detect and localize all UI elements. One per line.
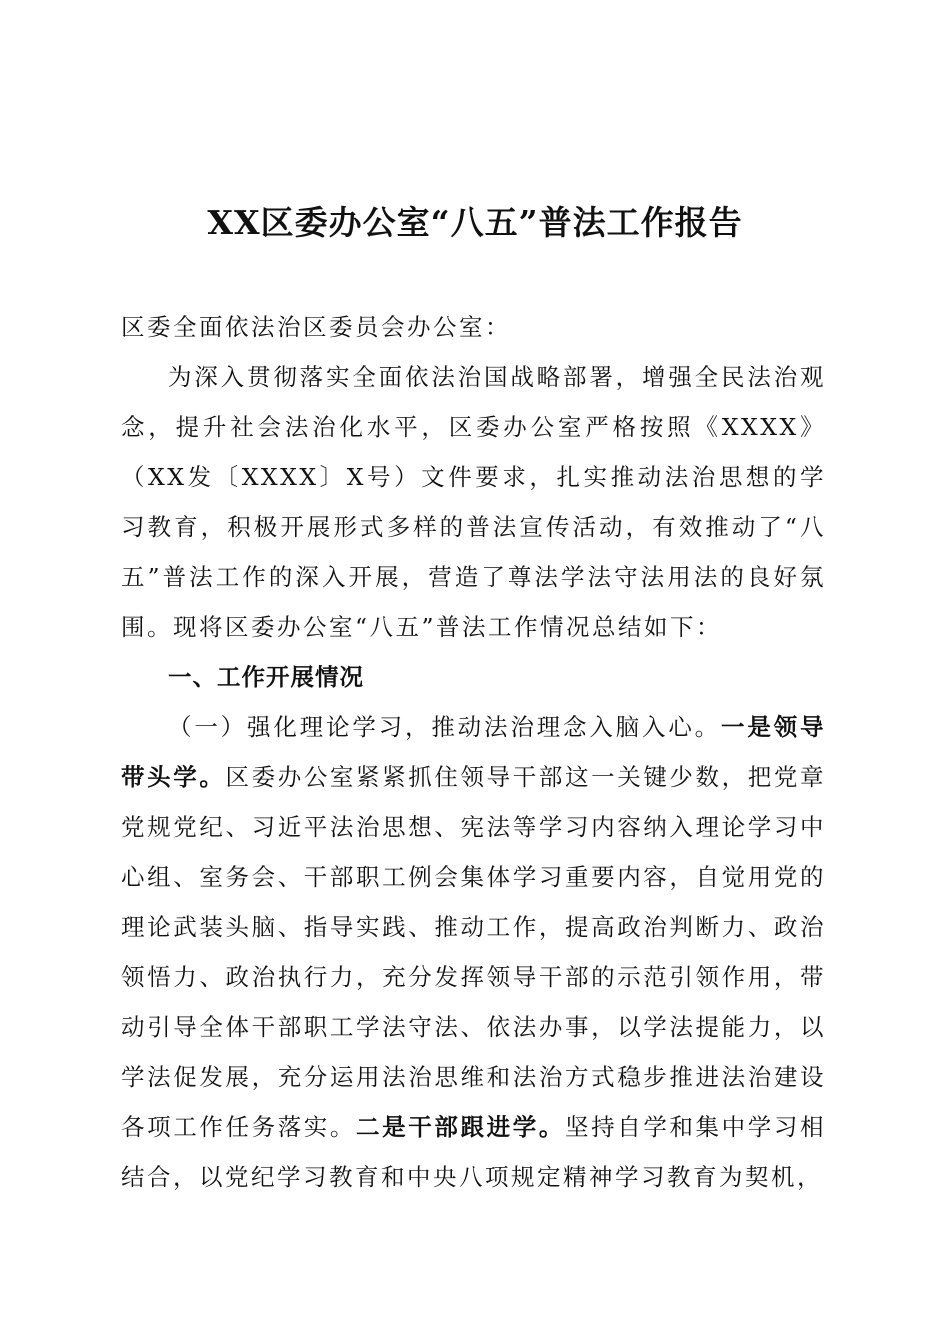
point-one-text: 区委办公室紧紧抓住领导干部这一关键少数，把党章党规党纪、习近平法治思想、宪法等学习内容纳入理论学习中心组、室务会、干部职工例会集体学习重要内容，自觉用党的理论武装头脑、指导实践、推动工作，提高政治判断力、政治领悟力、政治执行力，充分发挥领导干部的示范引领作用，带动引导全体干部职工学法守法、依法办事，以学法提能力，以学法促发展，充分运用法治思维和法治方式稳步推进法治建设各项工作任务落实。 xyxy=(121,763,827,1141)
document-title: XX区委办公室“八五”普法工作报告 xyxy=(207,203,743,242)
point-two-text: 坚持自学和集中学习相结合，以党纪学习教育和中央八项规定精神学习教育为契机， xyxy=(121,1113,827,1191)
point-two-label: 二是干部跟进学。 xyxy=(356,1113,565,1141)
subsection-heading: （一）强化理论学习，推动法治理念入脑入心。 xyxy=(168,713,721,741)
section-heading: 一、工作开展情况 xyxy=(168,663,364,691)
salutation: 区委全面依法治区委员会办公室： xyxy=(121,313,511,341)
document-body xyxy=(121,302,826,1202)
subsection-paragraph xyxy=(121,702,826,1202)
intro-paragraph: 为深入贯彻落实全面依法治国战略部署，增强全民法治观念，提升社会法治化水平，区委办公室严格按照《XXXX》（XX发〔XXXX〕X号）文件要求，扎实推动法治思想的学习教育，积极开展形式多样的普法宣传活动，有效推动了“八五”普法工作的深入开展，营造了尊法学法守法用法的良好氛围。现将区委办公室“八五”普法工作情况总结如下： xyxy=(121,363,826,641)
point-one-label: 一是领导带头学。 xyxy=(121,713,826,791)
